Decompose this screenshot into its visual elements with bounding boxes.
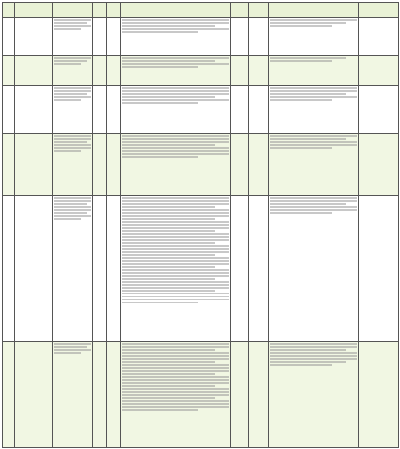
header-cell: [107, 3, 121, 18]
rectification-text: [269, 150, 358, 152]
row-number: [3, 18, 15, 56]
header-cell: [231, 3, 249, 18]
investigation-text: [121, 412, 230, 414]
status-cell: [359, 18, 399, 56]
table-row: [3, 196, 399, 342]
header-cell: [359, 3, 399, 18]
investigation-detail: [121, 56, 231, 86]
investigation-text: [121, 34, 230, 36]
rectification-detail: [269, 342, 359, 448]
complaint-summary: [53, 86, 93, 134]
status-cell: [359, 134, 399, 196]
investigation-text: [121, 159, 230, 161]
status-cell: [359, 56, 399, 86]
rectification-text: [269, 28, 358, 30]
status-cell: [359, 196, 399, 342]
complaint-summary: [53, 342, 93, 448]
investigation-text: [121, 105, 230, 107]
region-cell: [93, 18, 107, 56]
type-cell: [107, 86, 121, 134]
rectification-text: [269, 367, 358, 369]
verified-cell: [231, 134, 249, 196]
type-cell: [107, 196, 121, 342]
handling-cell: [249, 86, 269, 134]
case-code: [15, 86, 53, 134]
rectification-text: [269, 63, 358, 65]
region-cell: [93, 342, 107, 448]
investigation-detail: [121, 18, 231, 56]
row-number: [3, 56, 15, 86]
rectification-text: [269, 215, 358, 217]
row-number: [3, 196, 15, 342]
complaint-summary-text: [53, 102, 92, 104]
investigation-detail: [121, 86, 231, 134]
status-cell: [359, 86, 399, 134]
rectification-detail: [269, 134, 359, 196]
investigation-detail: [121, 196, 231, 342]
status-cell: [359, 342, 399, 448]
rectification-detail: [269, 86, 359, 134]
region-cell: [93, 134, 107, 196]
row-number: [3, 86, 15, 134]
type-cell: [107, 134, 121, 196]
header-cell: [249, 3, 269, 18]
case-code: [15, 196, 53, 342]
table-row: [3, 18, 399, 56]
table-row: [3, 342, 399, 448]
header-cell: [121, 3, 231, 18]
verified-cell: [231, 86, 249, 134]
complaint-summary: [53, 18, 93, 56]
header-row: [3, 3, 399, 18]
case-code: [15, 18, 53, 56]
complaint-summary-text: [53, 31, 92, 33]
header-cell: [3, 3, 15, 18]
row-number: [3, 342, 15, 448]
verified-cell: [231, 196, 249, 342]
header-cell: [53, 3, 93, 18]
handling-cell: [249, 342, 269, 448]
case-code: [15, 56, 53, 86]
region-cell: [93, 56, 107, 86]
investigation-text: [121, 69, 230, 71]
complaint-summary-text: [53, 153, 92, 155]
type-cell: [107, 56, 121, 86]
handling-cell: [249, 196, 269, 342]
complaint-summary-text: [53, 66, 92, 68]
table-row: [3, 86, 399, 134]
handling-cell: [249, 56, 269, 86]
table-row: [3, 56, 399, 86]
complaint-summary-text: [53, 221, 92, 223]
investigation-detail: [121, 134, 231, 196]
rectification-detail: [269, 18, 359, 56]
row-number: [3, 134, 15, 196]
complaint-summary: [53, 196, 93, 342]
complaint-summary-text: [53, 355, 92, 357]
rectification-detail: [269, 56, 359, 86]
case-code: [15, 342, 53, 448]
complaint-summary: [53, 134, 93, 196]
investigation-text: [121, 305, 230, 307]
handling-cell: [249, 18, 269, 56]
table-row: [3, 134, 399, 196]
case-table: [2, 2, 399, 448]
complaint-summary: [53, 56, 93, 86]
handling-cell: [249, 134, 269, 196]
header-cell: [15, 3, 53, 18]
verified-cell: [231, 56, 249, 86]
type-cell: [107, 18, 121, 56]
header-cell: [269, 3, 359, 18]
verified-cell: [231, 342, 249, 448]
verified-cell: [231, 18, 249, 56]
investigation-detail: [121, 342, 231, 448]
case-code: [15, 134, 53, 196]
region-cell: [93, 86, 107, 134]
header-cell: [93, 3, 107, 18]
region-cell: [93, 196, 107, 342]
rectification-detail: [269, 196, 359, 342]
type-cell: [107, 342, 121, 448]
rectification-text: [269, 102, 358, 104]
